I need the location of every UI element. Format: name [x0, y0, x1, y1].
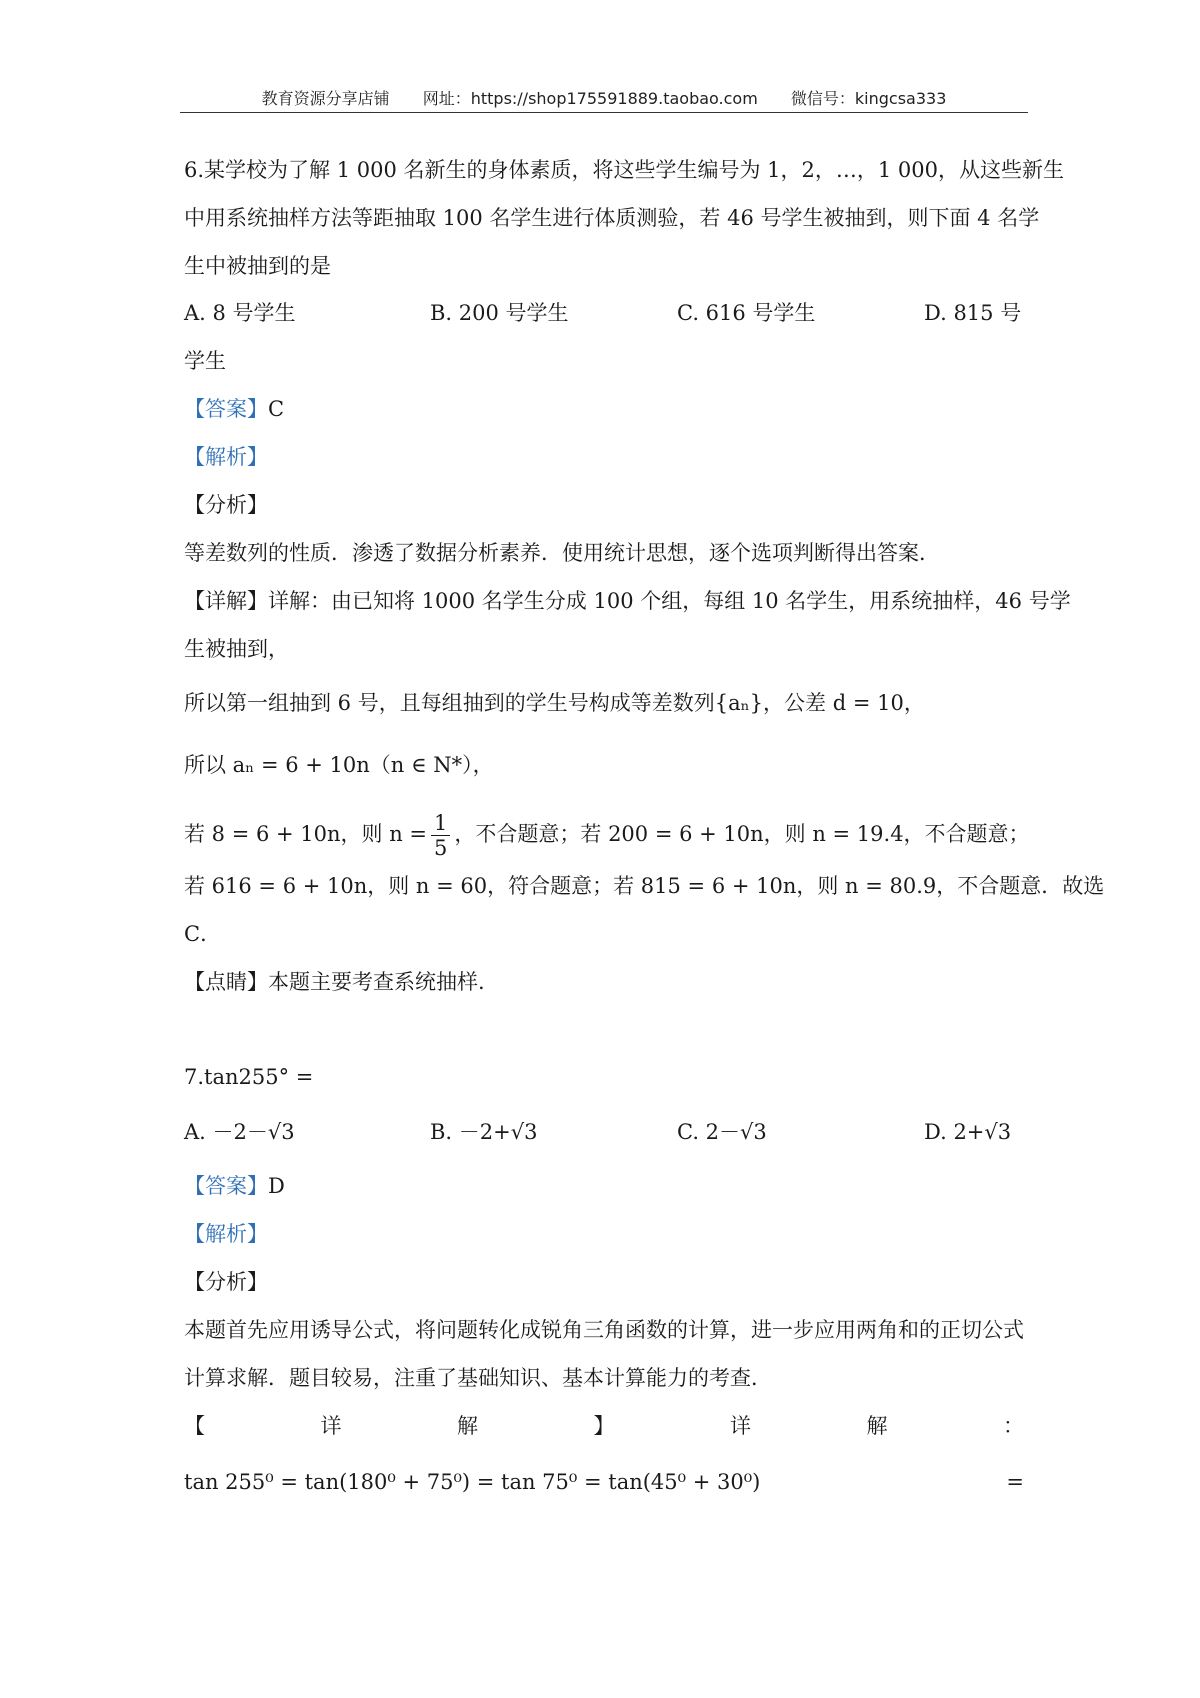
q6-fenxi-text: 等差数列的性质．渗透了数据分析素养．使用统计思想，逐个选项判断得出答案． [184, 541, 940, 565]
q7-option-d: D. 2+√3 [924, 1120, 1012, 1144]
q7-fenxi-line1: 本题首先应用诱导公式，将问题转化成锐角三角函数的计算，进一步应用两角和的正切公式 [184, 1318, 1024, 1342]
q6-analysis-tag: 【解析】 [184, 445, 268, 469]
answer-value: C [268, 397, 285, 421]
detail-line5-b: ，不合题意；若 200 = 6 + 10n，则 n = 19.4，不合题意； [454, 822, 1030, 846]
detail-char: 【 [184, 1414, 205, 1438]
q6-option-d: D. 815 号 [924, 301, 1022, 325]
detail-line5-a: 若 8 = 6 + 10n，则 n = [184, 822, 428, 846]
fraction-numerator: 1 [431, 811, 450, 836]
q6-option-a: A. 8 号学生 [184, 301, 296, 325]
q6-option-c: C. 616 号学生 [677, 301, 816, 325]
q6-option-b: B. 200 号学生 [430, 301, 569, 325]
q7-option-b: B. －2+√3 [430, 1120, 538, 1144]
detail-char: 解 [457, 1414, 478, 1438]
detail-char: 详 [730, 1414, 751, 1438]
detail-tag: 【详解】 [184, 589, 268, 613]
header-url[interactable]: 网址：https://shop175591889.taobao.com [422, 89, 758, 108]
q7-option-a: A. －2－√3 [184, 1120, 295, 1144]
q6-detail-line2: 生被抽到， [184, 637, 289, 661]
q6-detail-line5 [184, 806, 1030, 862]
dianjing-text: 本题主要考查系统抽样. [268, 970, 485, 994]
detail-char: ： [1003, 1414, 1024, 1438]
q7-fenxi-line2: 计算求解．题目较易，注重了基础知识、基本计算能力的考查． [184, 1366, 772, 1390]
q6-dianjing [184, 968, 485, 996]
q6-stem-line2: 中用系统抽样方法等距抽取 100 名学生进行体质测验，若 46 号学生被抽到，则下面 4 名学 [184, 206, 1040, 230]
fraction-one-fifth [431, 811, 450, 860]
detail-char: 详 [320, 1414, 342, 1438]
q6-detail-line3: 所以第一组抽到 6 号，且每组抽到的学生号构成等差数列{aₙ}，公差 d = 10， [184, 691, 925, 715]
q7-fenxi-tag: 【分析】 [184, 1270, 268, 1294]
q7-equation: tan 255⁰ = tan(180⁰ + 75⁰) = tan 75⁰ = tan(45⁰ + 30⁰) [184, 1470, 761, 1494]
q7-answer [184, 1172, 285, 1200]
page-header [180, 86, 1028, 109]
answer-tag: 【答案】 [184, 397, 268, 421]
detail-char: 解 [866, 1414, 888, 1438]
q6-stem-line1: 6.某学校为了解 1 000 名新生的身体素质，将这些学生编号为 1，2，…，1 000，从这些新生 [184, 158, 1065, 182]
answer-tag: 【答案】 [184, 1174, 268, 1198]
detail-char: 】 [593, 1414, 615, 1438]
detail-text: 详解：由已知将 1000 名学生分成 100 个组，每组 10 名学生，用系统抽样，46 号学 [268, 589, 1071, 613]
q7-stem: 7.tan255° = [184, 1065, 314, 1089]
q6-answer [184, 395, 284, 423]
dianjing-tag: 【点睛】 [184, 970, 268, 994]
q7-equation-end: = [1006, 1470, 1024, 1494]
q7-equation-line [184, 1468, 1024, 1496]
q7-detail-heading [184, 1412, 1024, 1440]
q6-stem-line3: 生中被抽到的是 [184, 254, 331, 278]
q6-option-d-cont: 学生 [184, 349, 226, 373]
q7-analysis-tag: 【解析】 [184, 1222, 268, 1246]
header-wechat: 微信号：kingcsa333 [790, 89, 947, 108]
q6-detail-line1 [184, 587, 1071, 615]
q6-fenxi-tag: 【分析】 [184, 493, 268, 517]
header-divider [180, 112, 1028, 113]
q6-detail-line6: 若 616 = 6 + 10n，则 n = 60，符合题意；若 815 = 6 + 10n，则 n = 80.9，不合题意．故选 [184, 874, 1105, 898]
header-shop: 教育资源分享店铺 [261, 89, 390, 108]
fraction-denominator: 5 [434, 836, 448, 860]
q6-detail-line4: 所以 aₙ = 6 + 10n（n ∈ N*）， [184, 753, 494, 777]
q7-option-c: C. 2－√3 [677, 1120, 767, 1144]
q6-detail-line7: C． [184, 922, 222, 946]
answer-value: D [268, 1174, 285, 1198]
